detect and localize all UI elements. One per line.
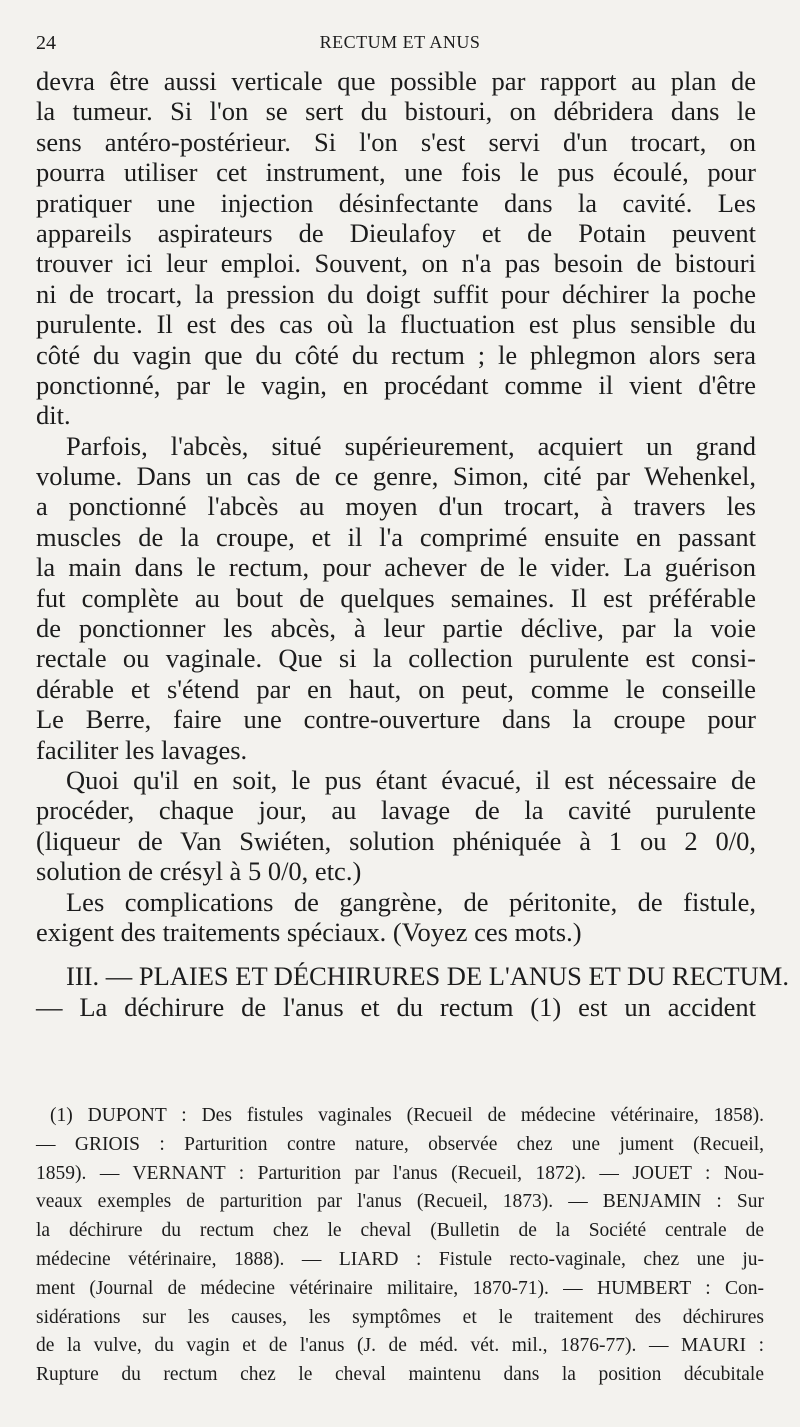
footnote-line: (1) DUPONT : Des fistules vaginales (Recueil de médecine vétérinaire, 1858).	[50, 1105, 764, 1126]
footnote-line: Rupture du rectum chez le cheval maintenu dans la position décubitale	[36, 1364, 764, 1386]
text-line: de ponctionner les abcès, à leur partie déclive, par la voie	[36, 613, 756, 644]
footnote-line: médecine vétérinaire, 1888). — LIARD : Fistule recto-vaginale, chez une ju-	[36, 1248, 764, 1270]
text-line: fut complète au bout de quelques semaines. Il est préférable	[36, 582, 756, 613]
section-gap	[36, 947, 756, 961]
text-line: a ponctionné l'abcès au moyen d'un trocart, à travers les	[36, 491, 756, 522]
text-line: la tumeur. Si l'on se sert du bistouri, on débridera dans le	[36, 96, 756, 127]
text-line: dérable et s'étend par en haut, on peut, comme le conseille	[36, 673, 756, 704]
text-line: appareils aspirateurs de Dieulafoy et de Potain peuvent	[36, 217, 756, 248]
footnote-line: la déchirure du rectum chez le cheval (Bulletin de la Société centrale de	[36, 1220, 764, 1242]
text-line: rectale ou vaginale. Que si la collection purulente est consi-	[36, 643, 756, 674]
text-line: pratiquer une injection désinfectante dans la cavité. Les	[36, 187, 756, 218]
text-line: sens antéro-postérieur. Si l'on s'est servi d'un trocart, on	[36, 126, 756, 157]
text-line: pourra utiliser cet instrument, une fois le pus écoulé, pour	[36, 157, 756, 188]
text-line: côté du vagin que du côté du rectum ; le phlegmon alors sera	[36, 339, 756, 370]
footnote-line: ment (Journal de médecine vétérinaire militaire, 1870-71). — HUMBERT : Con-	[36, 1277, 764, 1299]
footnote-line: sidérations sur les causes, les symptômes et le traitement des déchirures	[36, 1306, 764, 1328]
text-line: exigent des traitements spéciaux. (Voyez ces mots.)	[36, 916, 582, 947]
text-line: la main dans le rectum, pour achever de le vider. La guérison	[36, 552, 756, 583]
footnotes	[36, 1102, 764, 1390]
text-line: Les complications de gangrène, de péritonite, de fistule,	[66, 886, 756, 917]
page-header	[36, 32, 764, 62]
text-line: Le Berre, faire une contre-ouverture dans la croupe pour	[36, 704, 756, 735]
page-number: 24	[36, 32, 56, 54]
text-line: ni de trocart, la pression du doigt suffit pour déchirer la poche	[36, 278, 756, 309]
section-heading: III. — PLAIES ET DÉCHIRURES DE L'ANUS ET DU RECTUM.	[66, 961, 789, 992]
running-title: RECTUM ET ANUS	[319, 32, 481, 52]
text-line: — La déchirure de l'anus et du rectum (1) est un accident	[36, 991, 756, 1022]
text-line: procéder, chaque jour, au lavage de la cavité purulente	[36, 795, 756, 826]
text-line: faciliter les lavages.	[36, 734, 248, 765]
text-line: purulente. Il est des cas où la fluctuation est plus sensible du	[36, 309, 756, 340]
footnote-line: 1859). — VERNANT : Parturition par l'anus (Recueil, 1872). — JOUET : Nou-	[36, 1162, 764, 1184]
footnote-line: de la vulve, du vagin et de l'anus (J. de méd. vét. mil., 1876-77). — MAURI :	[36, 1335, 764, 1357]
text-line: Quoi qu'il en soit, le pus étant évacué, il est nécessaire de	[66, 764, 756, 795]
text-line: solution de crésyl à 5 0/0, etc.)	[36, 856, 362, 887]
text-line: devra être aussi verticale que possible par rapport au plan de	[36, 66, 756, 96]
footnote-line: — GRIOIS : Parturition contre nature, observée chez une jument (Recueil,	[36, 1133, 764, 1155]
text-line: (liqueur de Van Swiéten, solution phéniquée à 1 ou 2 0/0,	[36, 825, 756, 856]
text-line: ponctionné, par le vagin, en procédant comme il vient d'être	[36, 369, 756, 400]
text-line: dit.	[36, 400, 71, 431]
body-text	[36, 66, 789, 1022]
text-line: trouver ici leur emploi. Souvent, on n'a pas besoin de bistouri	[36, 248, 756, 279]
text-line: Parfois, l'abcès, situé supérieurement, acquiert un grand	[66, 430, 756, 461]
text-line: volume. Dans un cas de ce genre, Simon, cité par Wehenkel,	[36, 461, 756, 492]
footnote-line: veaux exemples de parturition par l'anus (Recueil, 1873). — BENJAMIN : Sur	[36, 1191, 764, 1213]
text-line: muscles de la croupe, et il l'a comprimé ensuite en passant	[36, 521, 756, 552]
